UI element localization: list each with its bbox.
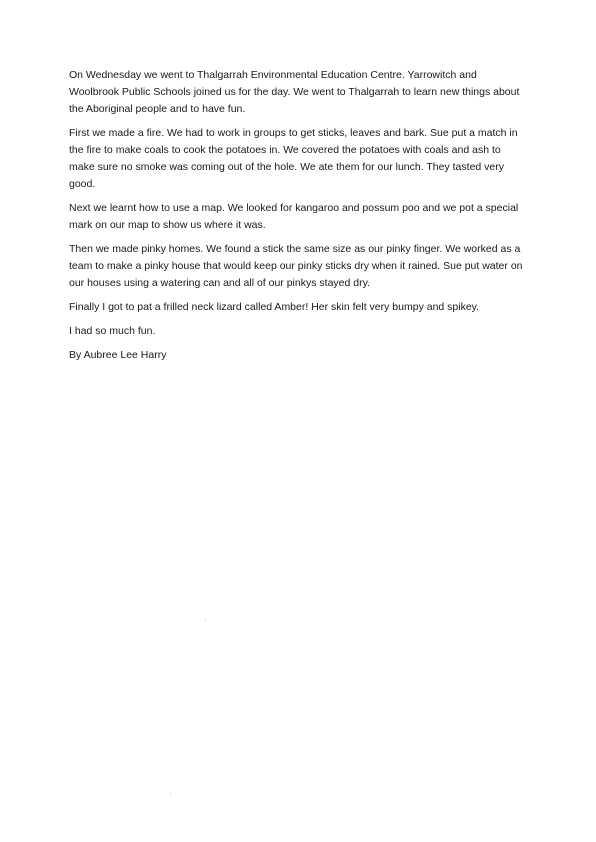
paragraph-lizard: Finally I got to pat a frilled neck lizard called Amber! Her skin felt very bumpy and spikey. — [69, 301, 480, 313]
paragraph-map: Next we learnt how to use a map. We looked for kangaroo and possum poo and we pot a special mark on our map to show us where it was. — [69, 202, 519, 231]
scan-speck — [170, 793, 171, 794]
paragraph-pinky-homes: Then we made pinky homes. We found a stick the same size as our pinky finger. We worked as a team to make a pinky house that would keep our pinky sticks dry when it rained. Sue put water on our houses using a watering can and all of our pinkys stayed dry. — [69, 243, 523, 289]
paragraph-intro: On Wednesday we went to Thalgarrah Environmental Education Centre. Yarrowitch and Woolbrook Public Schools joined us for the day. We went to Thalgarrah to learn new things about the Aboriginal people and to have fun. — [69, 69, 520, 115]
author-byline: By Aubree Lee Harry — [69, 349, 167, 361]
document-body — [69, 67, 527, 371]
paragraph-fun: I had so much fun. — [69, 325, 156, 337]
paragraph-fire: First we made a fire. We had to work in groups to get sticks, leaves and bark. Sue put a match in the fire to make coals to cook the potatoes in. We covered the potatoes with coals and ash to make sure no smoke was coming out of the hole. We ate them for our lunch. They tasted very good. — [69, 127, 518, 190]
scan-speck — [205, 619, 206, 620]
